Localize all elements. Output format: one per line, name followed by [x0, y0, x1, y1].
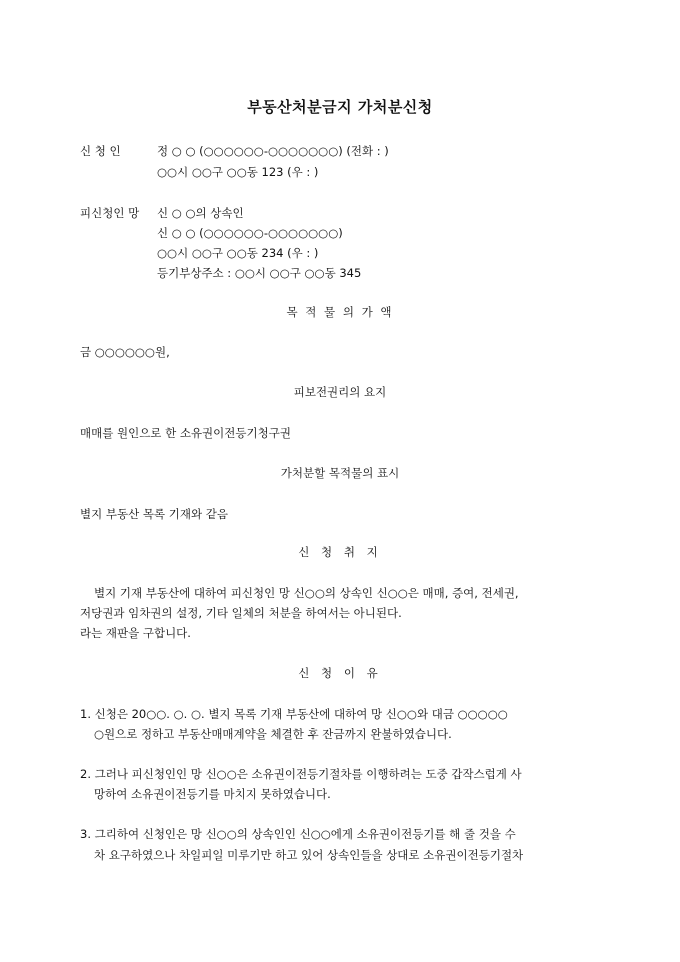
- value-body: 금 ○○○○○○원,: [80, 345, 170, 359]
- reason-item-1-line-1: 1. 신청은 20○○. ○. ○. 별지 목록 기재 부동산에 대하여 망 신○○와 대금 ○○○○○: [80, 707, 508, 721]
- reason-item-2-line-2: 망하여 소유권이전등기를 마치지 못하였습니다.: [94, 787, 331, 801]
- purpose-line-2: 저당권과 임차권의 설정, 기타 일체의 처분을 하여서는 아니된다.: [80, 606, 402, 620]
- reason-heading: 신 청 이 유: [298, 666, 382, 680]
- respondent-line-3: ○○시 ○○구 ○○동 234 (우 : ): [157, 246, 319, 260]
- respondent-line-2: 신 ○ ○ (○○○○○○-○○○○○○○): [157, 226, 343, 240]
- respondent-line-1: 신 ○ ○의 상속인: [157, 206, 244, 220]
- object-heading: 가처분할 목적물의 표시: [280, 466, 400, 480]
- right-heading: 피보전권리의 요지: [293, 385, 387, 399]
- respondent-line-4: 등기부상주소 : ○○시 ○○구 ○○동 345: [157, 266, 362, 280]
- applicant-address-line: ○○시 ○○구 ○○동 123 (우 : ): [157, 165, 319, 179]
- applicant-label: 신 청 인: [80, 144, 121, 158]
- purpose-line-3: 라는 재판을 구합니다.: [80, 626, 191, 640]
- applicant-name-line: 정 ○ ○ (○○○○○○-○○○○○○○) (전화 : ): [157, 144, 389, 158]
- respondent-label: 피신청인 망: [80, 206, 140, 220]
- document-title: 부동산처분금지 가처분신청: [247, 98, 433, 116]
- purpose-line-1: 별지 기재 부동산에 대하여 피신청인 망 신○○의 상속인 신○○은 매매, 증여, 전세권,: [94, 586, 519, 600]
- reason-item-2-line-1: 2. 그러나 피신청인인 망 신○○은 소유권이전등기절차를 이행하려는 도중 갑작스럽게 사: [80, 767, 522, 781]
- reason-item-3-line-2: 차 요구하였으나 차일피일 미루기만 하고 있어 상속인들을 상대로 소유권이전등기절차: [94, 848, 524, 862]
- object-body: 별지 부동산 목록 기재와 같음: [80, 507, 228, 521]
- reason-item-3-line-1: 3. 그리하여 신청인은 망 신○○의 상속인인 신○○에게 소유권이전등기를 해 줄 것을 수: [80, 827, 516, 841]
- purpose-heading: 신 청 취 지: [298, 545, 382, 559]
- reason-item-1-line-2: ○원으로 정하고 부동산매매계약을 체결한 후 잔금까지 완불하였습니다.: [94, 727, 452, 741]
- right-body: 매매를 원인으로 한 소유권이전등기청구권: [80, 426, 291, 440]
- value-heading: 목 적 물 의 가 액: [286, 305, 394, 319]
